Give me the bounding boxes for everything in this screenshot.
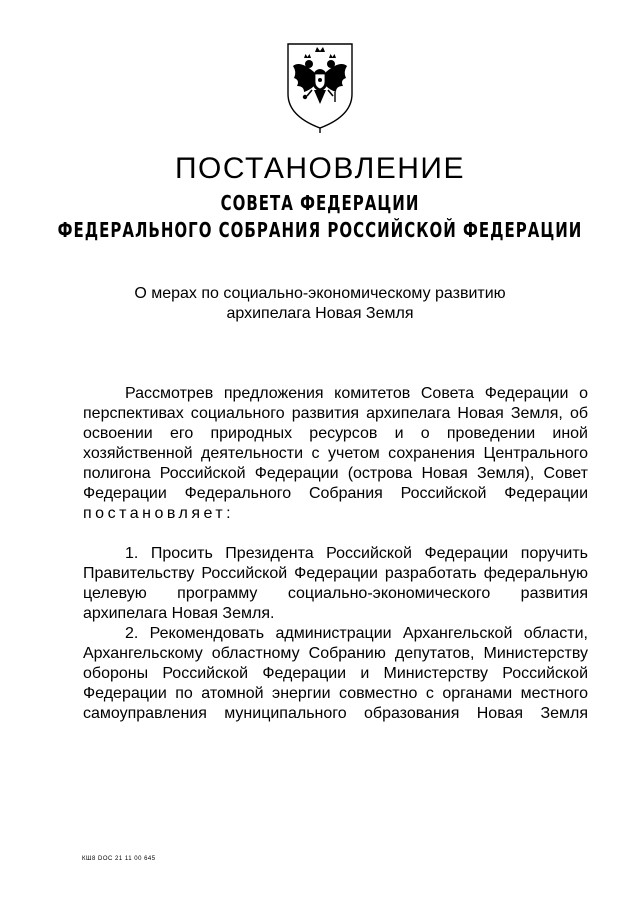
preamble-line: полигона Российской Федерации (острова Новая Земля), Совет bbox=[83, 465, 588, 482]
item-1-line: Правительству Российской Федерации разработать федеральную bbox=[83, 565, 588, 582]
document-code: КШ8 DOC 21 11 00 645 bbox=[82, 856, 156, 862]
item-2-line: обороны Российской Федерации и Министерству Российской bbox=[83, 665, 588, 682]
item-2-line: самоуправления муниципального образования Новая Земля bbox=[83, 705, 588, 722]
document-title: ПОСТАНОВЛЕНИЕ bbox=[174, 152, 465, 185]
preamble-line: Федерации Федерального Собрания Российской Федерации bbox=[83, 485, 588, 502]
preamble-line: освоении его природных ресурсов и о проведении иной bbox=[83, 425, 588, 442]
subject-line: архипелага Новая Земля bbox=[226, 305, 414, 322]
coat-of-arms-emblem-icon bbox=[284, 42, 356, 134]
item-1-line: целевую программу социально-экономического развития bbox=[83, 585, 588, 602]
preamble-line: Рассмотрев предложения комитетов Совета Федерации о bbox=[125, 385, 588, 402]
preamble-line: хозяйственной деятельности с учетом сохранения Центрального bbox=[83, 445, 588, 462]
item-1-line: 1. Просить Президента Российской Федерации поручить bbox=[125, 545, 588, 562]
subject-line: О мерах по социально-экономическому развитию bbox=[134, 285, 506, 302]
preamble-line: перспективах социального развития архипелага Новая Земля, об bbox=[83, 405, 588, 422]
document-subject bbox=[0, 284, 640, 324]
item-2-line: Архангельскому областному Собранию депутатов, Министерству bbox=[83, 645, 588, 662]
item-2-line: Федерации по атомной энергии совместно с органами местного bbox=[83, 685, 588, 702]
item-2-line: 2. Рекомендовать администрации Архангельской области, bbox=[125, 625, 588, 642]
document-body bbox=[83, 384, 588, 724]
issuing-assembly: ФЕДЕРАЛЬНОГО СОБРАНИЯ РОССИЙСКОЙ ФЕДЕРАЦИИ bbox=[57, 218, 583, 243]
resolution-word: постановляет: bbox=[83, 505, 235, 522]
issuing-body: СОВЕТА ФЕДЕРАЦИИ bbox=[220, 191, 420, 216]
item-1-line: архипелага Новая Земля. bbox=[83, 605, 275, 622]
